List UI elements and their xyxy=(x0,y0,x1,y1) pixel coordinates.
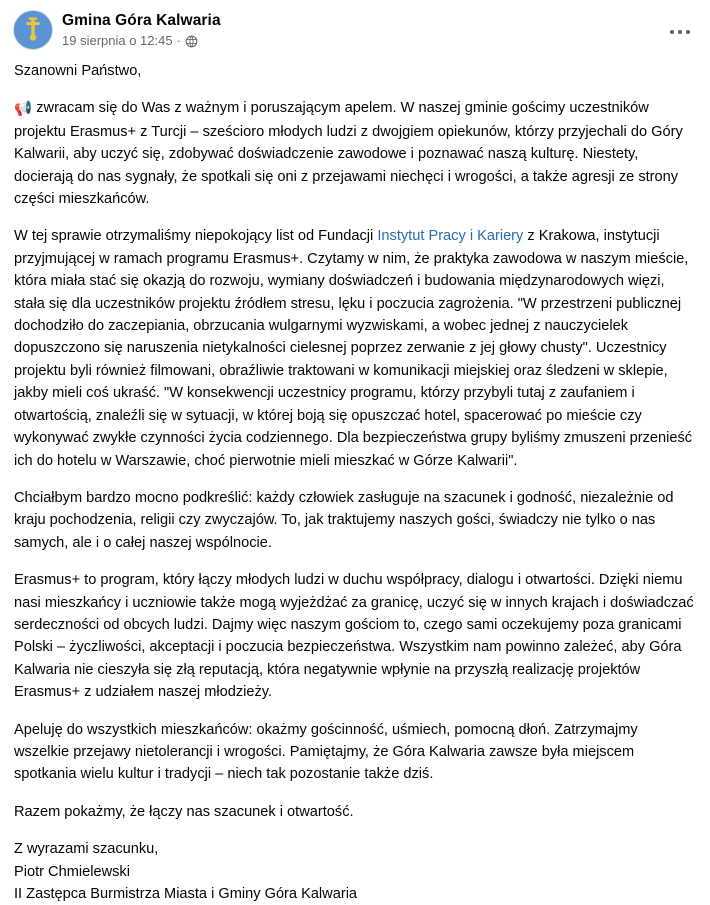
paragraph-greeting: Szanowni Państwo, xyxy=(14,63,142,79)
post-timestamp[interactable]: 19 sierpnia o 12:45 xyxy=(62,33,173,48)
paragraph-closing: Razem pokażmy, że łączy nas szacunek i otwartość. xyxy=(14,803,354,820)
more-options-icon[interactable] xyxy=(664,16,696,48)
post-header-text xyxy=(62,10,221,49)
menu-dot-2 xyxy=(678,30,682,34)
coat-of-arms-avatar[interactable] xyxy=(13,10,53,50)
page-name[interactable]: Gmina Góra Kalwaria xyxy=(62,12,221,29)
signature-name: Piotr Chmielewski xyxy=(14,863,130,880)
menu-dot-3 xyxy=(686,30,690,34)
signature-block xyxy=(14,838,696,905)
globe-icon[interactable] xyxy=(185,35,198,48)
post-header xyxy=(0,0,710,54)
post-body xyxy=(0,54,710,905)
paragraph-appeal xyxy=(14,97,696,210)
paragraph-erasmus: Erasmus+ to program, który łączy młodych ludzi w duchu współpracy, dialogu i otwartości. Dzięki niemu nasi mieszkańcy i uczniowie także mogą wyjeżdżać za granicę, uczyć się w innych krajach i doświadczać serdeczności od obcych ludzi. Dajmy więc naszym gościom to, czego sami oczekujemy poza granicami Polski – życzliwości, akceptacji i poczucia bezpieczeństwa. Wszystkim nam powinno zależeć, aby Góra Kalwaria nie cieszyła się złą reputacją, która negatywnie wpłynie na przyszłą realizację projektów Erasmus+ z udziałem naszej młodzieży. xyxy=(14,572,694,701)
post-meta xyxy=(62,33,221,49)
menu-dot-1 xyxy=(670,30,674,34)
megaphone-icon: 📢 xyxy=(14,101,33,118)
paragraph-dignity: Chciałbym bardzo mocno podkreślić: każdy człowiek zasługuje na szacunek i godność, niezależnie od kraju pochodzenia, religii czy zwyczajów. To, jak traktujemy naszych gości, świadczy nie tylko o nas samych, ale i o całej naszej wspólnocie. xyxy=(14,489,674,551)
signature-title: II Zastępca Burmistrza Miasta i Gminy Góra Kalwaria xyxy=(14,886,358,902)
paragraph-letter-rest: z Krakowa, instytucji przyjmującej w ramach programu Erasmus+. Czytamy w nim, że praktyka zawodowa w naszym mieście, która miała stać się okazją do rozwoju, wymiany doświadczeń i budowania międzynarodowych więzi, stała się dla uczestników projektu źródłem stresu, lęku i poczucia zagrożenia. "W przestrzeni publicznej dochodziło do zaczepiania, obrzucania wulgarnymi wyzwiskami, a wobec jednej z nauczycielek dopuszczono się naruszenia nietykalności cielesnej poprzez zerwanie z jej głowy chusty". Uczestnicy projektu byli również filmowani, obraźliwie traktowani w komunikacji miejskiej oraz śledzeni w sklepie, jakby mieli coś ukraść. "W konsekwencji uczestnicy programu, którzy przybyli tutaj z zaufaniem i otwartością, znaleźli się w sytuacji, w której boją się opuszczać hotel, spacerować po mieście czy wykonywać zwykłe czynności życia codziennego. Dla bezpieczeństwa grupy byliśmy zmuszeni przenieść ich do hotelu w Warszawie, choć pierwotnie mieli mieszkać w Górze Kalwarii". xyxy=(14,228,693,469)
foundation-link[interactable]: Instytut Pracy i Kariery xyxy=(377,228,524,245)
signature-line-1: Z wyrazami szacunku, xyxy=(14,841,159,858)
paragraph-call-to-residents: Apeluję do wszystkich mieszkańców: okażmy gościnność, uśmiech, pomocną dłoń. Zatrzymajmy wszelkie przejawy nietolerancji i wrogości. Pamiętajmy, że Góra Kalwaria zawsze była miejscem spotkania wielu kultur i tradycji – niech tak pozostanie także dziś. xyxy=(14,721,638,783)
paragraph-letter xyxy=(14,225,696,471)
paragraph-letter-intro: W tej sprawie otrzymaliśmy niepokojący list od Fundacji xyxy=(14,228,378,245)
paragraph-appeal-text: zwracam się do Was z ważnym i poruszającym apelem. W naszej gminie gościmy uczestników projektu Erasmus+ z Turcji – sześcioro młodych ludzi z dwojgiem opiekunów, którzy przyjechali do Góry Kalwarii, aby uczyć się, zdobywać doświadczenie zawodowe i poznawać naszą kulturę. Niestety, docierają do nas sygnały, że spotkali się oni z przejawami niechęci i wrogości, a także agresji ze strony części mieszkańców. xyxy=(14,100,683,208)
meta-separator: · xyxy=(176,33,181,48)
